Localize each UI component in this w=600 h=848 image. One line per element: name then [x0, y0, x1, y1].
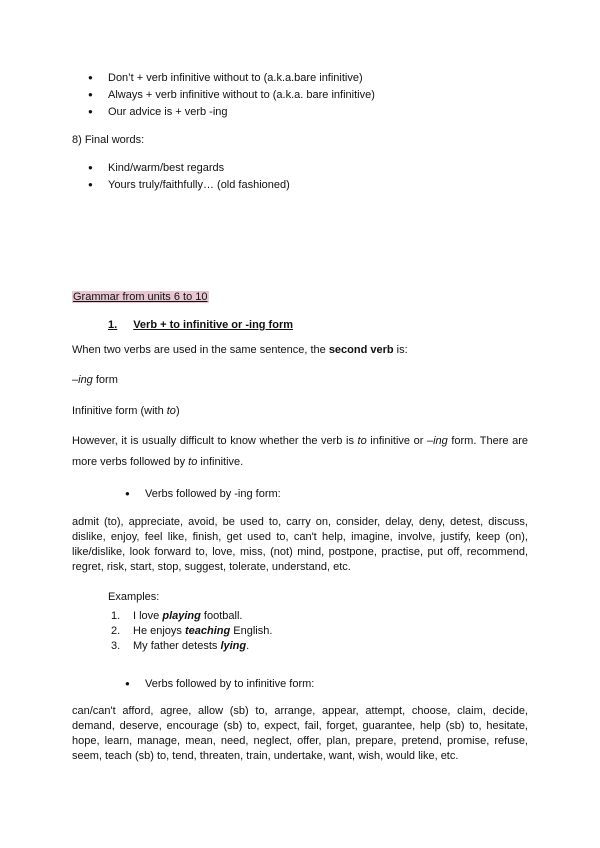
- text-run: English.: [230, 625, 273, 637]
- paragraph: [72, 343, 408, 357]
- text-run: However, it is usually difficult to know whether the verb is: [72, 435, 358, 447]
- text-run: My father detests: [133, 640, 221, 652]
- paragraph: [72, 373, 118, 387]
- verb-list-line: can/can't afford, agree, allow (sb) to, arrange, appear, attempt, choose, claim, decide,: [72, 705, 528, 717]
- italic-text: –ing: [426, 435, 448, 447]
- list-heading: ● Verbs followed by -ing form:: [145, 487, 281, 501]
- verb-list-line: dislike, enjoy, feel like, finish, get used to, can't help, imagine, involve, justify, keep (on),: [72, 531, 528, 543]
- list-item: [111, 624, 273, 638]
- italic-text: to: [188, 456, 198, 468]
- verb-list-line: demand, deserve, encourage (sb) to, expect, fail, forget, guarantee, help (sb) to, hesitate,: [72, 720, 528, 732]
- text-run: He enjoys: [133, 625, 185, 637]
- list-number: 2.: [111, 625, 121, 637]
- text-run: Infinitive form (with: [72, 405, 167, 417]
- verb-list-line: regret, risk, start, stop, suggest, tolerate, understand, etc.: [72, 561, 351, 573]
- paragraph: [72, 455, 243, 469]
- examples-heading: Examples:: [108, 591, 160, 603]
- italic-text: ing: [78, 374, 93, 386]
- text-run: –: [72, 374, 79, 386]
- subheading-number: 1.: [108, 319, 118, 331]
- list-item: [111, 609, 243, 623]
- text-run: form: [92, 374, 118, 386]
- bold-italic-text: lying: [220, 640, 247, 652]
- list-item: [111, 639, 250, 653]
- bold-italic-text: playing: [162, 610, 201, 622]
- text-run: infinitive.: [197, 456, 244, 468]
- page-title: [72, 290, 209, 304]
- subheading: [108, 318, 293, 332]
- text-run: infinitive or: [366, 435, 427, 447]
- text-run: form. There are: [447, 435, 528, 447]
- italic-text: to: [357, 435, 367, 447]
- text-run: ): [175, 405, 180, 417]
- text-run: I love: [133, 610, 163, 622]
- bold-text: second verb: [328, 344, 394, 356]
- highlighted-heading: Grammar from units 6 to 10: [73, 291, 208, 303]
- list-item: ● Kind/warm/best regards: [108, 161, 224, 175]
- paragraph: [72, 434, 528, 448]
- text-run: .: [246, 640, 250, 652]
- list-item: ● Yours truly/faithfully… (old fashioned): [108, 178, 290, 192]
- list-heading: ● Verbs followed by to infinitive form:: [145, 677, 314, 691]
- subheading-title: Verb + to infinitive or -ing form: [133, 319, 294, 331]
- list-item: ● Don’t + verb infinitive without to (a.k.a.bare infinitive): [108, 71, 363, 85]
- list-item: ● Our advice is + verb -ing: [108, 105, 228, 119]
- italic-text: to: [166, 405, 176, 417]
- section-heading: 8) Final words:: [72, 134, 145, 146]
- list-number: 1.: [111, 610, 121, 622]
- verb-list-line: seem, teach (sb) to, tend, threaten, train, undertake, want, wish, would like, etc.: [72, 750, 459, 762]
- text-run: more verbs followed by: [72, 456, 189, 468]
- verb-list-line: admit (to), appreciate, avoid, be used to, carry on, consider, delay, deny, detest, discuss,: [72, 516, 528, 528]
- verb-list-line: hope, learn, manage, mean, need, neglect, offer, plan, prepare, pretend, promise, refuse,: [72, 735, 528, 747]
- list-item: ● Always + verb infinitive without to (a.k.a. bare infinitive): [108, 88, 375, 102]
- bold-italic-text: teaching: [184, 625, 231, 637]
- text-run: When two verbs are used in the same sentence, the: [72, 344, 329, 356]
- verb-list-line: like/dislike, look forward to, love, miss, (not) mind, postpone, practise, put off, recommend,: [72, 546, 528, 558]
- text-run: is:: [393, 344, 408, 356]
- text-run: football.: [200, 610, 243, 622]
- list-number: 3.: [111, 640, 121, 652]
- paragraph: [72, 404, 180, 418]
